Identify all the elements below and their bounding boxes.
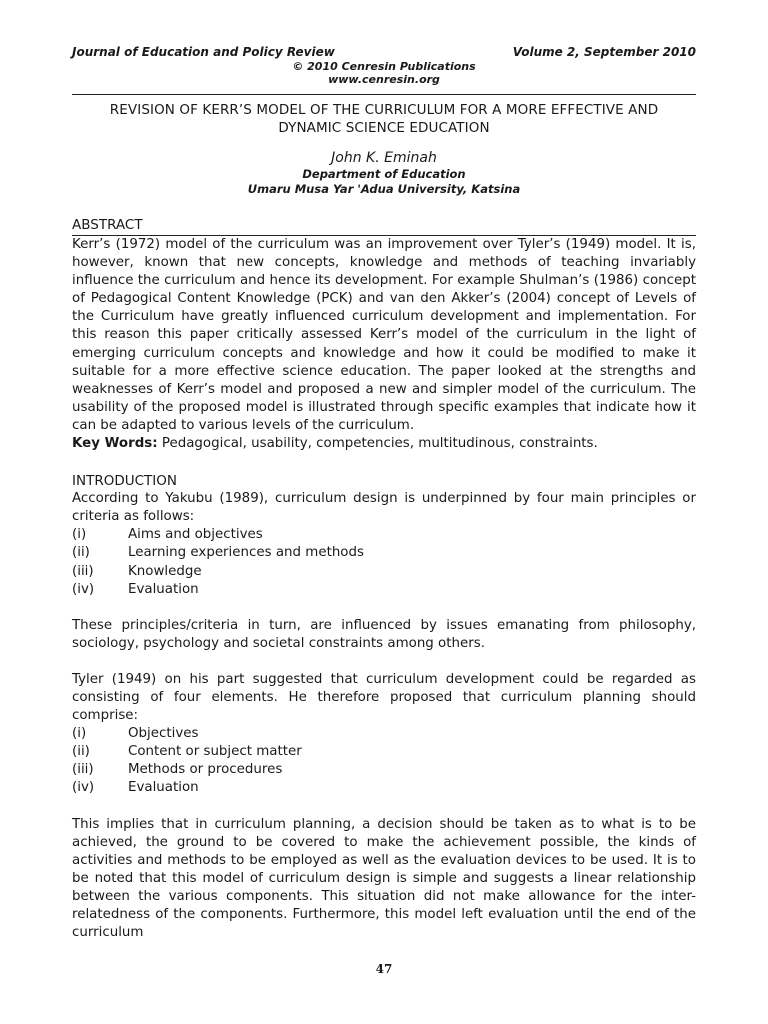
publisher: © 2010 Cenresin Publications: [292, 60, 476, 73]
page-number: 47: [375, 962, 393, 976]
volume-info: Volume 2, September 2010: [512, 45, 696, 59]
intro-paragraph-1: According to Yakubu (1989), curriculum design is underpinned by four main principles or criteria as follows:: [72, 491, 696, 525]
keywords: [72, 435, 696, 453]
author-name: John K. Eminah: [331, 150, 437, 166]
keywords-list: Pedagogical, usability, competencies, multitudinous, constraints.: [157, 436, 598, 452]
intro-paragraph-2: These principles/criteria in turn, are influenced by issues emanating from philosophy, sociology, psychology and societal constraints among others.: [72, 617, 696, 651]
list-item: (ii) Content or subject matter: [72, 744, 302, 760]
running-header: [72, 44, 696, 60]
title-line-2: DYNAMIC SCIENCE EDUCATION: [278, 120, 490, 136]
list-item: (i) Objectives: [72, 726, 199, 742]
introduction-heading: INTRODUCTION: [72, 473, 177, 490]
intro-paragraph-3: Tyler (1949) on his part suggested that curriculum development could be regarded as consisting of four elements. He therefore proposed that curriculum planning should comprise:: [72, 671, 696, 724]
list-item: (iii) Methods or procedures: [72, 762, 283, 778]
list-item: (iv) Evaluation: [72, 581, 199, 597]
abstract-heading: ABSTRACT: [72, 217, 696, 236]
journal-name: Journal of Education and Policy Review: [72, 45, 335, 59]
list-item: (iv) Evaluation: [72, 780, 199, 796]
intro-paragraph-4: This implies that in curriculum planning, a decision should be taken as to what is to be achieved, the ground to be covered to make the achievement possible, the kinds of activities and methods to be employed as well as the evaluation devices to be used. It is to be noted that this model of curriculum design is simple and suggests a linear relationship between the various components. This situation did not make allowance for the inter-relatedness of the components. Furthermore, this model left evaluation until the end of the curriculum: [72, 816, 696, 941]
paper-title: [72, 101, 696, 137]
list-item: (ii) Learning experiences and methods: [72, 545, 364, 561]
abstract-text: Kerr’s (1972) model of the curriculum was an improvement over Tyler’s (1949) model. It is, however, known that new concepts, knowledge and methods of teaching invariably influence the curriculum and hence its development. For example Shulman’s (1986) concept of Pedagogical Content Knowledge (PCK) and van den Akker’s (2004) concept of Levels of the Curriculum have greatly influenced curriculum development and implementation. For this reason this paper critically assessed Kerr’s model of the curriculum in the light of emerging curriculum concepts and knowledge and how it could be modified to make it suitable for a more effective science education. The paper looked at the strengths and weaknesses of Kerr’s model and proposed a new and simpler model of the curriculum. The usability of the proposed model is illustrated through specific examples that indicate how it can be adapted to various levels of the curriculum.: [72, 237, 696, 433]
title-line-1: REVISION OF KERR’S MODEL OF THE CURRICULUM FOR A MORE EFFECTIVE AND: [109, 102, 659, 118]
list-item: (iii) Knowledge: [72, 563, 202, 579]
author-university: Umaru Musa Yar 'Adua University, Katsina: [247, 182, 521, 196]
website: www.cenresin.org: [328, 73, 440, 86]
header-rule: [72, 94, 696, 95]
keywords-label: Key Words:: [72, 436, 158, 452]
yakubu-principles-list: [72, 526, 696, 598]
author-department: Department of Education: [302, 167, 466, 181]
paper-page: [72, 44, 696, 942]
list-item: (i) Aims and objectives: [72, 527, 263, 543]
tyler-elements-list: [72, 725, 696, 797]
